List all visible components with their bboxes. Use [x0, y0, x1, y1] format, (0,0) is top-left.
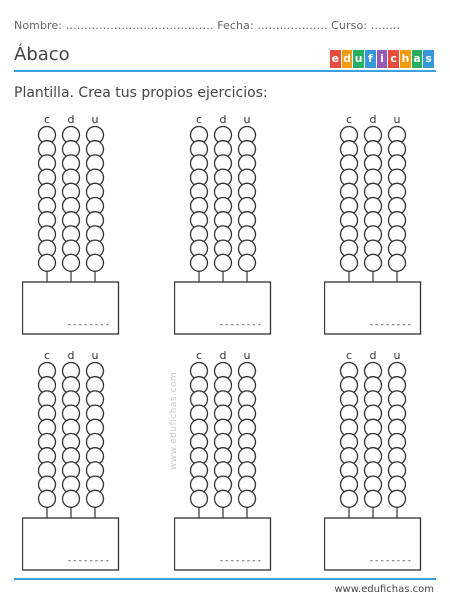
logo-letter: f — [365, 50, 376, 68]
answer-line: -------- — [218, 320, 262, 330]
abacus-bead — [341, 254, 358, 271]
column-label-u: u — [91, 349, 99, 362]
abacus-bead — [191, 490, 208, 507]
abacus-bead — [87, 490, 104, 507]
answer-line: -------- — [66, 320, 110, 330]
column-label-u: u — [393, 349, 401, 362]
worksheet-instruction: Plantilla. Crea tus propios ejercicios: — [14, 85, 268, 101]
column-label-d: d — [67, 113, 75, 126]
column-label-u: u — [243, 113, 251, 126]
answer-line: -------- — [368, 556, 412, 566]
logo-letter: e — [330, 50, 341, 68]
abacus — [22, 110, 122, 340]
abacus-drawing — [174, 110, 274, 340]
abacus-bead — [63, 254, 80, 271]
logo-letter: i — [377, 50, 388, 68]
footer-divider — [14, 578, 436, 580]
column-label-c: c — [345, 349, 353, 362]
abacus-bead — [215, 490, 232, 507]
column-label-u: u — [91, 113, 99, 126]
abacus-bead — [239, 490, 256, 507]
column-label-c: c — [195, 349, 203, 362]
abacus-bead — [191, 254, 208, 271]
column-label-c: c — [43, 349, 51, 362]
abacus — [174, 346, 274, 576]
abacus-bead — [87, 254, 104, 271]
logo-letter: c — [388, 50, 399, 68]
logo-letter: u — [353, 50, 364, 68]
logo-letter: a — [412, 50, 423, 68]
column-label-c: c — [195, 113, 203, 126]
abacus-drawing — [324, 110, 424, 340]
abacus-drawing — [324, 346, 424, 576]
column-label-u: u — [393, 113, 401, 126]
abacus-bead — [365, 490, 382, 507]
abacus-bead — [239, 254, 256, 271]
abacus-bead — [39, 490, 56, 507]
abacus-bead — [39, 254, 56, 271]
header-divider — [14, 70, 436, 72]
logo-letter: d — [342, 50, 353, 68]
abacus-bead — [365, 254, 382, 271]
abacus-drawing — [22, 346, 122, 576]
header-fields: Nombre: …………………………………. Fecha: ………………. Curso: …….. — [14, 19, 401, 32]
answer-line: -------- — [66, 556, 110, 566]
abacus-bead — [63, 490, 80, 507]
abacus-bead — [389, 254, 406, 271]
column-label-u: u — [243, 349, 251, 362]
footer-url: www.edufichas.com — [334, 584, 434, 595]
abacus-bead — [215, 254, 232, 271]
watermark: www.edufichas.com — [169, 371, 179, 470]
abacus-bead — [389, 490, 406, 507]
logo-letter: s — [423, 50, 434, 68]
column-label-d: d — [369, 113, 377, 126]
abacus-bead — [341, 490, 358, 507]
abacus-drawing — [22, 110, 122, 340]
abacus-drawing — [174, 346, 274, 576]
edufichas-logo — [330, 50, 434, 68]
logo-letter: h — [400, 50, 411, 68]
column-label-d: d — [369, 349, 377, 362]
column-label-d: d — [67, 349, 75, 362]
page-title: Ábaco — [14, 44, 70, 65]
column-label-c: c — [43, 113, 51, 126]
column-label-d: d — [219, 349, 227, 362]
answer-line: -------- — [368, 320, 412, 330]
column-label-c: c — [345, 113, 353, 126]
abacus — [324, 346, 424, 576]
answer-line: -------- — [218, 556, 262, 566]
column-label-d: d — [219, 113, 227, 126]
abacus — [174, 110, 274, 340]
abacus — [22, 346, 122, 576]
abacus — [324, 110, 424, 340]
